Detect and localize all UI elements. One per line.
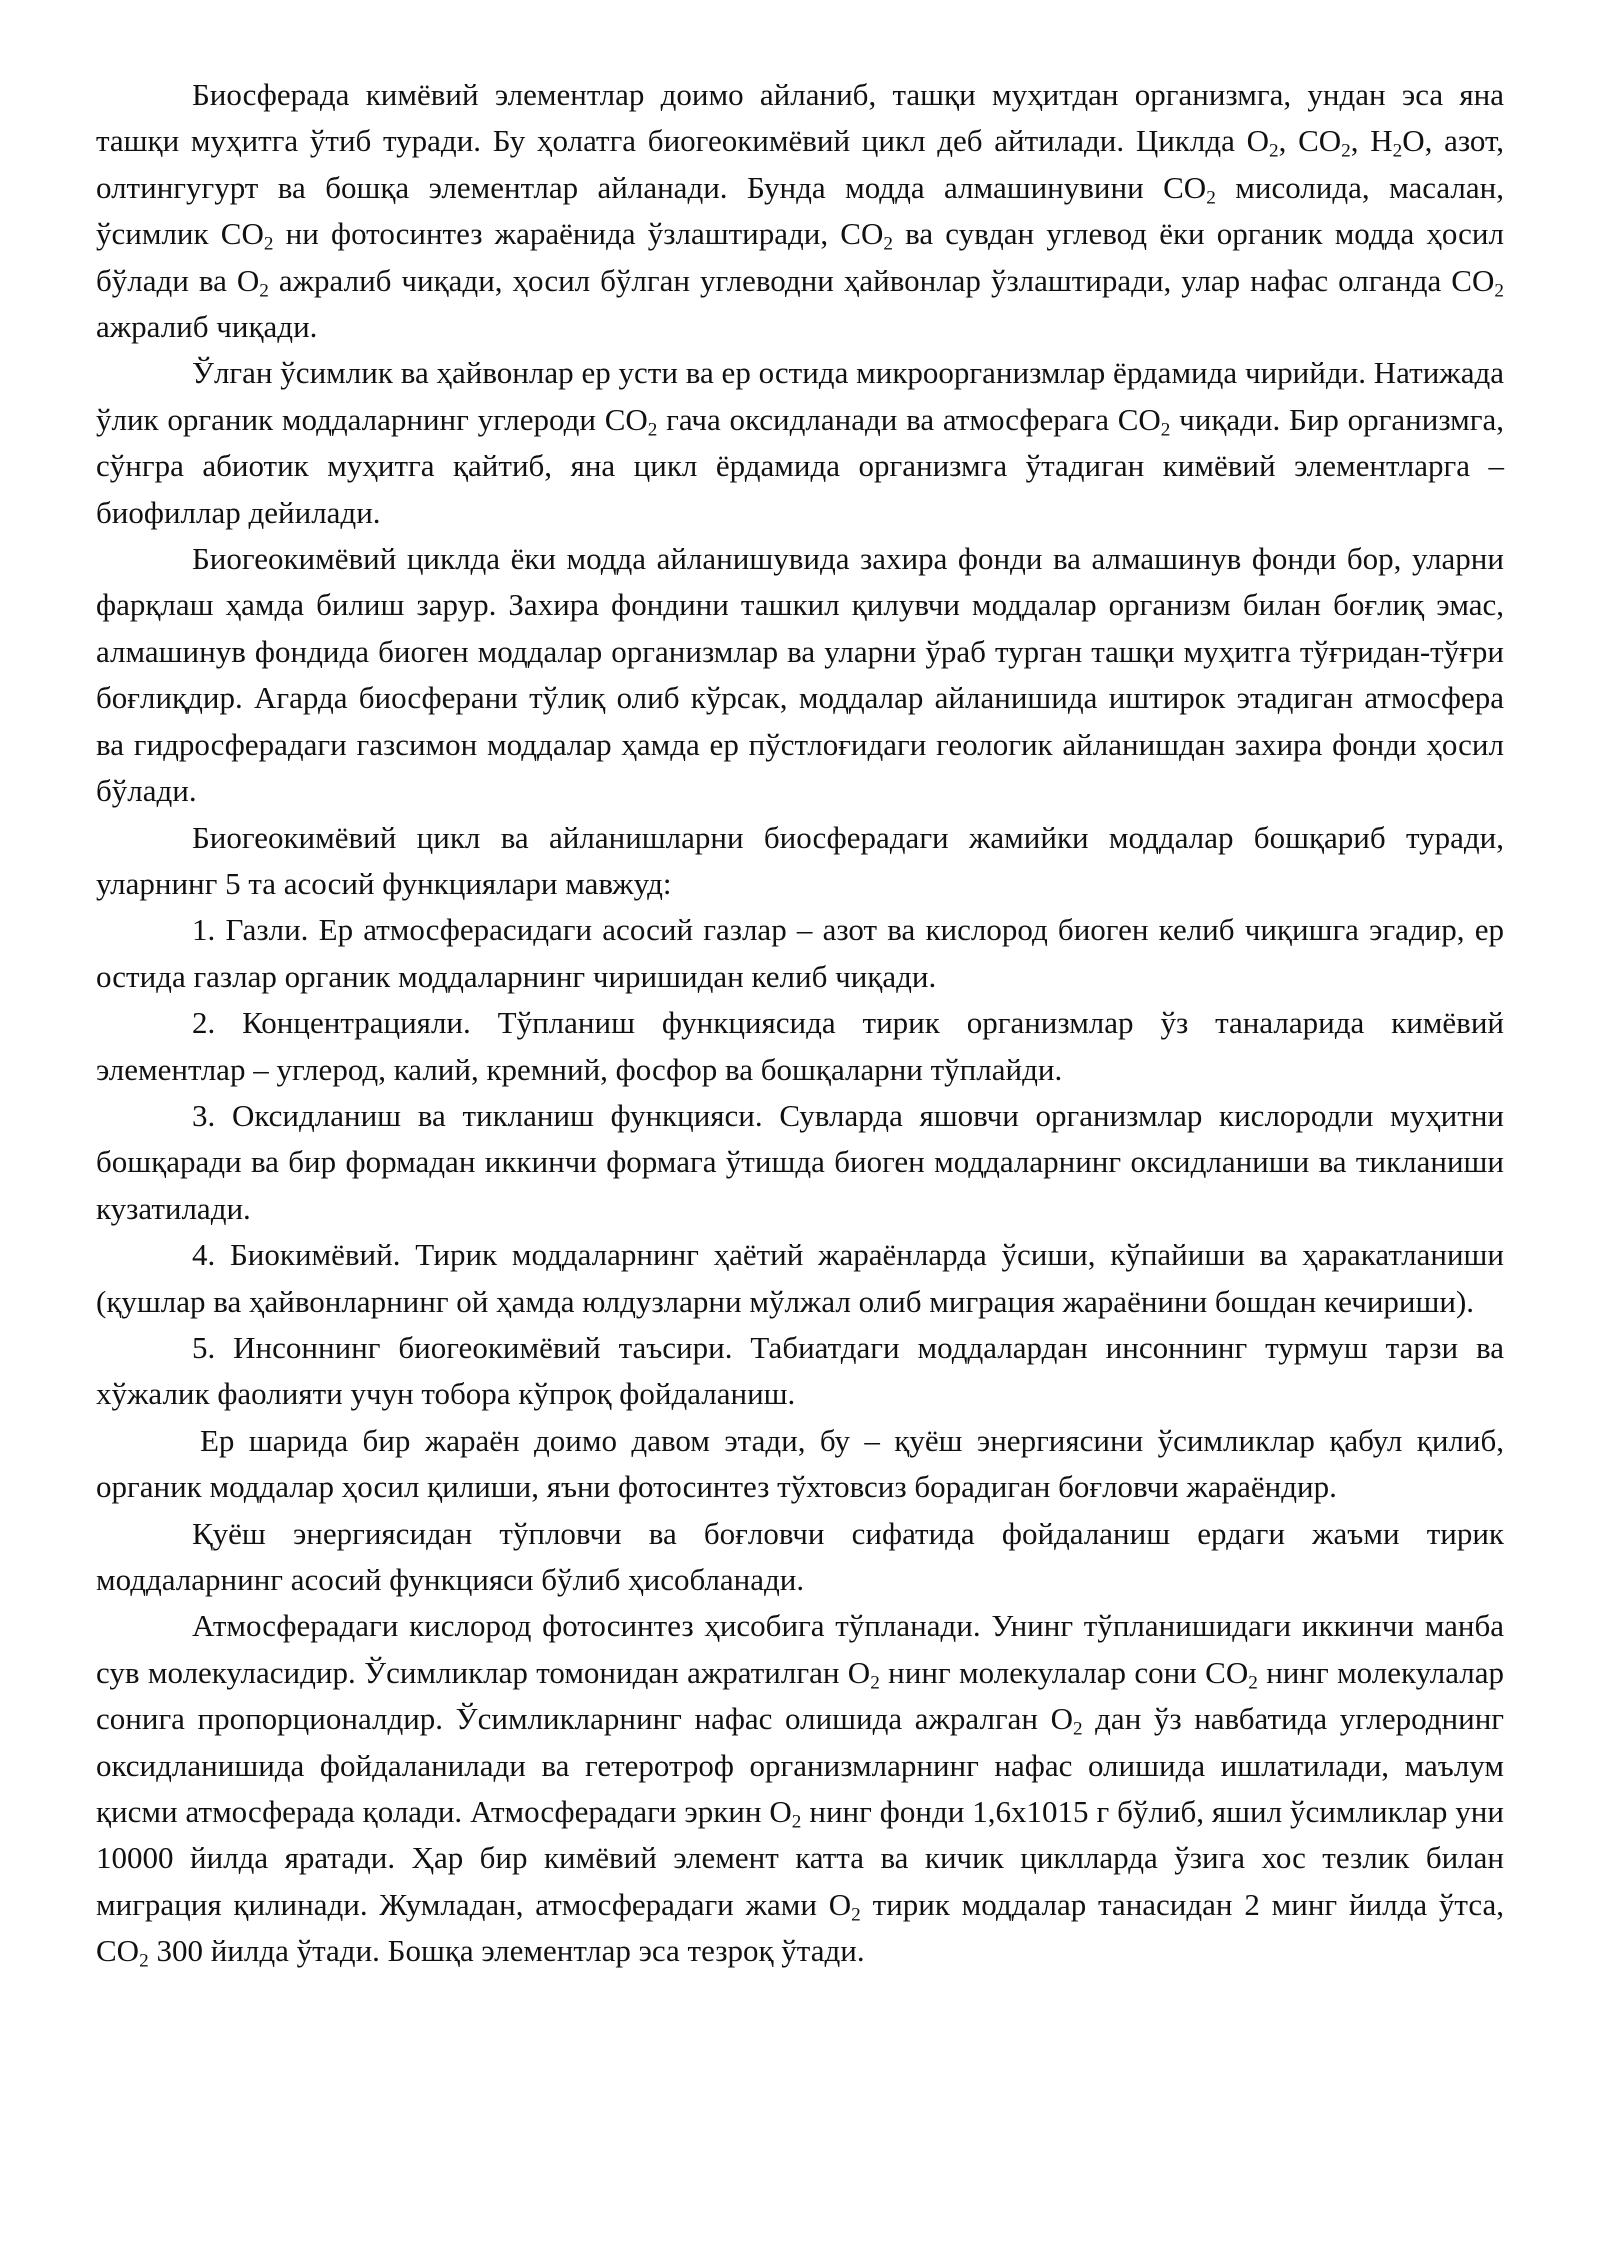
paragraph-p3 — [96, 536, 1504, 814]
subscript-digit: 2 — [647, 419, 658, 441]
subscript-digit: 2 — [259, 280, 269, 301]
document-page — [96, 72, 1504, 1975]
text-segment: ва сувдан углевод ёки органик модда ҳосил бўлади ва O — [96, 216, 1504, 298]
text-segment: Биогеокимёвий цикл ва айланишларни биосферадаги жамийки моддалар бошқариб туради, уларнинг 5 та асосий функциялари мавжуд: — [96, 819, 1504, 901]
subscript-digit: 2 — [1494, 280, 1504, 301]
subscript-digit: 2 — [1248, 1672, 1258, 1694]
paragraph-p8 — [96, 1232, 1504, 1325]
subscript-digit: 2 — [791, 1811, 802, 1833]
text-segment: гача оксидланади ва атмосферага CO — [657, 401, 1161, 437]
text-segment: нинг молекулалар сони CO — [879, 1654, 1249, 1690]
text-segment: ни фотосинтез жараёнида ўзлаштиради, CO — [273, 216, 884, 252]
text-segment: Атмосферадаги кислород фотосинтез ҳисобига тўпланади. Унинг тўпланишидаги иккинчи манба сув молекуласидир. Ўсимликлар томонидан ажратилган O — [96, 1608, 1504, 1690]
subscript-digit: 2 — [1392, 140, 1403, 162]
subscript-digit: 2 — [263, 233, 274, 255]
text-segment: 300 йилда ўтади. Бошқа элементлар эса тезроқ ўтади. — [148, 1933, 865, 1969]
subscript-digit: 2 — [1206, 187, 1216, 209]
subscript-digit: 2 — [883, 233, 893, 255]
text-segment: ажралиб чиқади. — [96, 309, 318, 345]
text-segment: мисолида, масалан, ўсимлик CO — [96, 169, 1504, 252]
text-segment: чиқади. Бир организмга, сўнгра абиотик муҳитга қайтиб, яна цикл ёрдамида организмга ўтадиган кимёвий элементларга – биофиллар дейилади. — [96, 401, 1504, 530]
text-segment: Ер шарида бир жараён доимо давом этади, бу – қуёш энергиясини ўсимликлар қабул қилиб, органик моддалар ҳосил қилиши, яъни фотосинтез тўхтовсиз борадиган боғловчи жараёндир. — [96, 1422, 1504, 1505]
paragraph-p2 — [96, 350, 1504, 536]
text-segment: , H — [1350, 123, 1393, 159]
text-segment: нинг молекулалар сонига пропорционалдир. Ўсимликларнинг нафас олишида ажралган O — [96, 1654, 1504, 1737]
subscript-digit: 2 — [1160, 419, 1171, 441]
paragraph-p5 — [96, 907, 1504, 1000]
paragraph-p11 — [96, 1511, 1504, 1604]
paragraph-p4 — [96, 815, 1504, 908]
text-segment: нинг фонди 1,6х1015 г бўлиб, яшил ўсимликлар уни 10000 йилда яратади. Ҳар бир кимёвий элемент катта ва кичик циклларда ўзига хос тезлик билан миграция қилинади. Жумладан, атмосферадаги жами O — [96, 1794, 1504, 1922]
paragraph-p10 — [96, 1418, 1504, 1511]
text-segment: 3. Оксидланиш ва тикланиш функцияси. Сувларда яшовчи организмлар кислородли муҳитни бошқаради ва бир формадан иккинчи формага ўтишда биоген моддаларнинг оксидланиши ва тикланиши кузатилади. — [96, 1097, 1504, 1226]
text-segment: Қуёш энергиясидан тўпловчи ва боғловчи сифатида фойдаланиш ердаги жаъми тирик моддаларнинг асосий функцияси бўлиб ҳисобланади. — [96, 1515, 1504, 1597]
subscript-digit: 2 — [1341, 140, 1351, 162]
text-segment: 2. Концентрацияли. Тўпланиш функциясида тирик организмлар ўз таналарида кимёвий элементлар – углерод, калий, кремний, фосфор ва бошқаларни тўплайди. — [96, 1005, 1504, 1087]
subscript-digit: 2 — [1268, 140, 1279, 162]
text-segment: 4. Биокимёвий. Тирик моддаларнинг ҳаётий жараёнларда ўсиши, кўпайиши ва ҳаракатланиши (қушлар ва ҳайвонларнинг ой ҳамда юлдузларни мўлжал олиб миграция жараёнини бошдан кечириши). — [96, 1237, 1504, 1319]
subscript-digit: 2 — [870, 1672, 880, 1694]
text-segment: Ўлган ўсимлик ва ҳайвонлар ер усти ва ер остида микроорганизмлар ёрдамида чирийди. Натижада ўлик органик моддаларнинг углероди CO — [96, 355, 1504, 437]
text-segment: O, азот, олтингугурт ва бошқа элементлар айланади. Бунда модда алмашинувини CO — [96, 123, 1504, 205]
text-segment: 1. Газли. Ер атмосферасидаги асосий газлар – азот ва кислород биоген келиб чиқишга эгадир, ер остида газлар органик моддаларнинг чиришидан келиб чиқади. — [96, 912, 1504, 994]
paragraph-p1 — [96, 72, 1504, 350]
subscript-digit: 2 — [851, 1904, 861, 1926]
text-segment: 5. Инсоннинг биогеокимёвий таъсири. Табиатдаги моддалардан инсоннинг турмуш тарзи ва хўжалик фаолияти учун тобора кўпроқ фойдаланиш. — [96, 1329, 1504, 1412]
text-segment: , CO — [1278, 123, 1342, 159]
paragraph-p9 — [96, 1325, 1504, 1418]
paragraph-p7 — [96, 1093, 1504, 1232]
subscript-digit: 2 — [139, 1950, 149, 1972]
paragraph-p6 — [96, 1000, 1504, 1093]
text-segment: ажралиб чиқади, ҳосил бўлган углеводни ҳайвонлар ўзлаштиради, улар нафас олганда CO — [268, 262, 1495, 298]
text-segment: тирик моддалар танасидан 2 минг йилда ўтса, CO — [96, 1886, 1505, 1969]
text-segment: дан ўз навбатида углероднинг оксидланишида фойдаланилади ва гетеротроф организмларнинг нафас олишида ишлатилади, маълум қисми атмосферада қолади. Атмосферадаги эркин O — [96, 1701, 1504, 1830]
text-segment: Биогеокимёвий циклда ёки модда айланишувида захира фонди ва алмашинув фонди бор, уларни фарқлаш ҳамда билиш зарур. Захира фондини ташкил қилувчи моддалар организм билан боғлиқ эмас, алмашинув фондида биоген моддалар организмлар ва уларни ўраб турган ташқи муҳитга тўғридан-тўғри боғлиқдир. Агарда биосферани тўлиқ олиб кўрсак, моддалар айланишида иштирок этадиган атмосфера ва гидросферадаги газсимон моддалар ҳамда ер пўстлоғидаги геологик айланишдан захира фонди ҳосил бўлади. — [96, 541, 1504, 809]
text-segment: Биосферада кимёвий элементлар доимо айланиб, ташқи муҳитдан организмга, ундан эса яна ташқи муҳитга ўтиб туради. Бу ҳолатга биогеокимёвий цикл деб айтилади. Циклда O — [96, 77, 1504, 159]
subscript-digit: 2 — [1072, 1718, 1083, 1740]
paragraph-p12 — [96, 1603, 1504, 1974]
